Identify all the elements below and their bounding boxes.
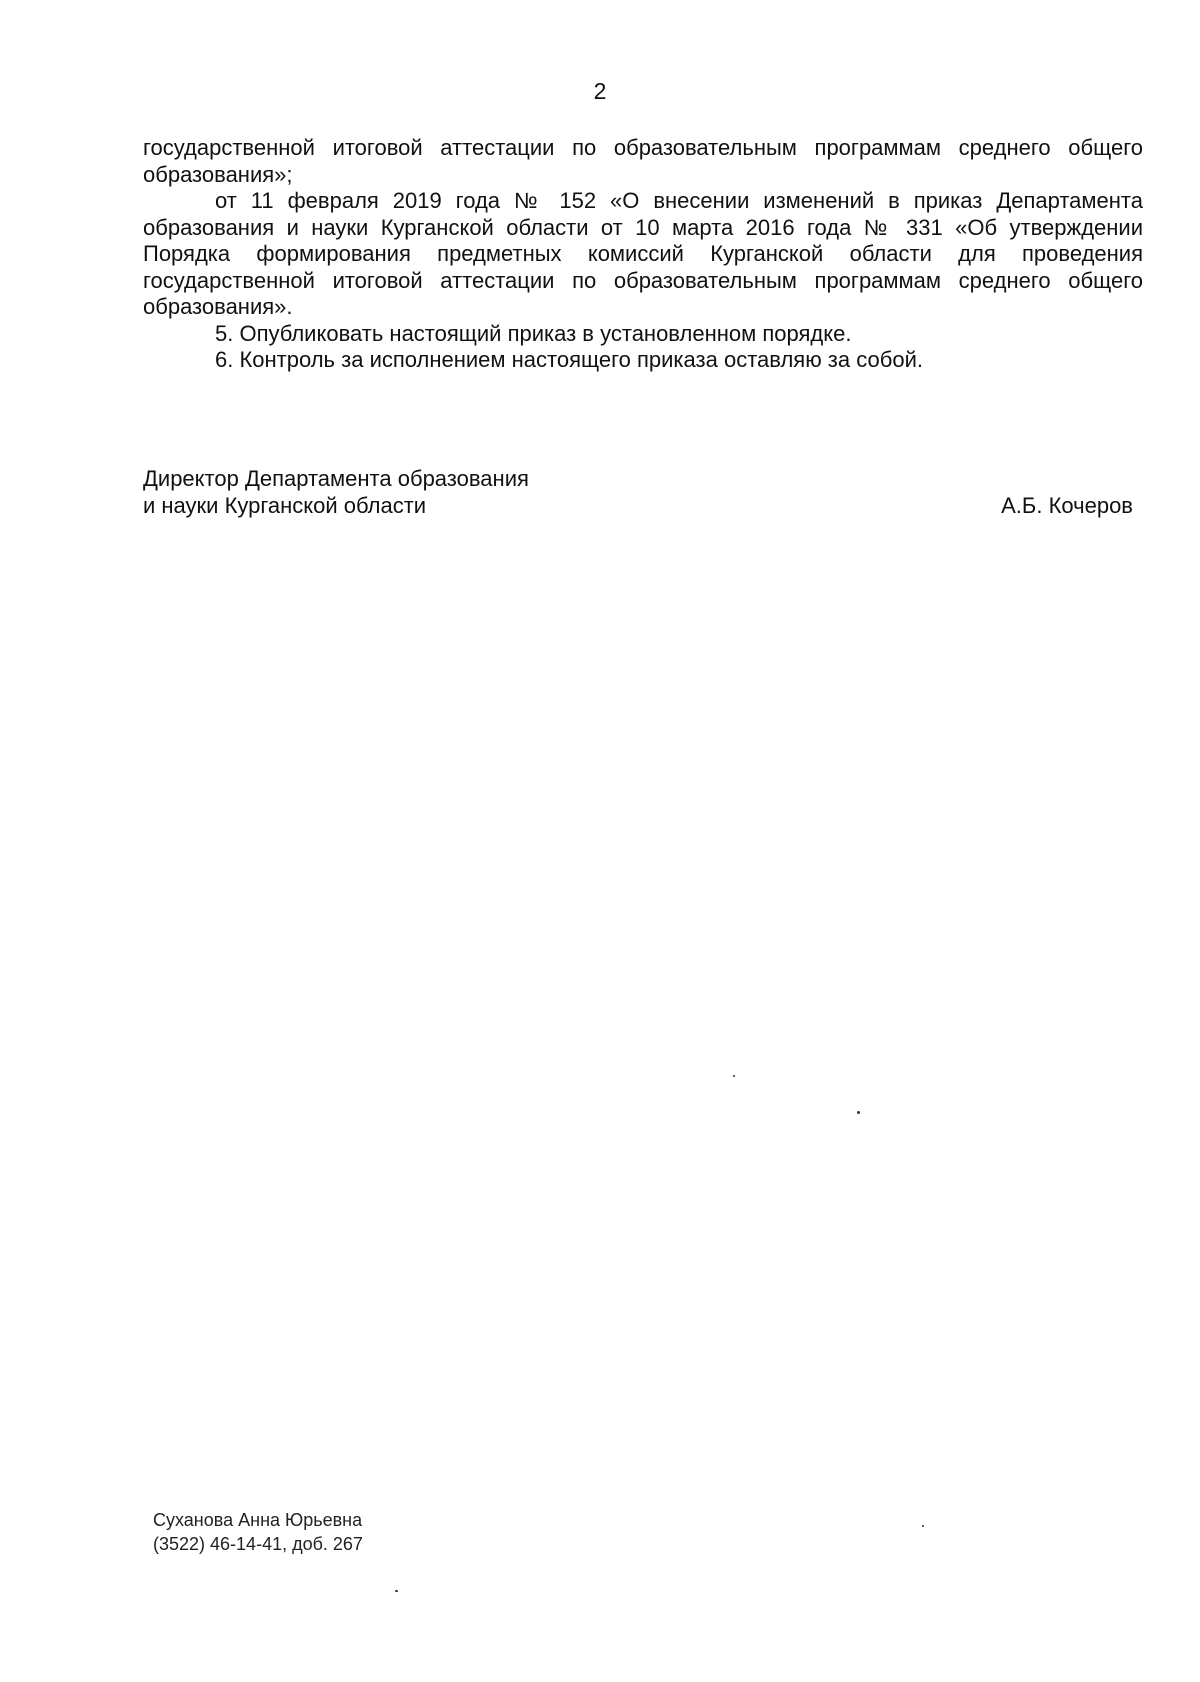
paragraph-item-6: 6. Контроль за исполнением настоящего приказа оставляю за собой. — [215, 347, 923, 372]
executor-info — [153, 1508, 363, 1556]
scan-speck — [857, 1111, 860, 1114]
paragraph-item-5: 5. Опубликовать настоящий приказ в установленном порядке. — [215, 320, 852, 346]
signature-row — [143, 492, 1133, 519]
paragraph-order-152: от 11 февраля 2019 года № 152 «О внесении изменений в приказ Департамента образования и науки Курганской области от 10 марта 2016 года № 331 «Об утверждении Порядка формирования предметных комиссий Курганской области для проведения государственной итоговой аттестации по образовательным программам среднего общего образования». — [143, 188, 1143, 319]
paragraph-continuation: государственной итоговой аттестации по образовательным программам среднего общего образования»; — [143, 135, 1143, 187]
signatory-name: А.Б. Кочеров — [1001, 493, 1133, 518]
signatory-position-line-1: Директор Департамента образования — [143, 466, 529, 491]
signatory-position-line-2: и науки Курганской области — [143, 493, 427, 518]
page-number: 2 — [593, 78, 607, 104]
executor-name: Суханова Анна Юрьевна — [153, 1510, 363, 1530]
signature-block — [143, 465, 1133, 519]
executor-phone: (3522) 46-14-41, доб. 267 — [153, 1534, 363, 1554]
document-body — [143, 135, 1143, 374]
scan-speck — [922, 1525, 924, 1527]
scan-speck — [733, 1075, 735, 1077]
scan-speck — [395, 1590, 398, 1592]
